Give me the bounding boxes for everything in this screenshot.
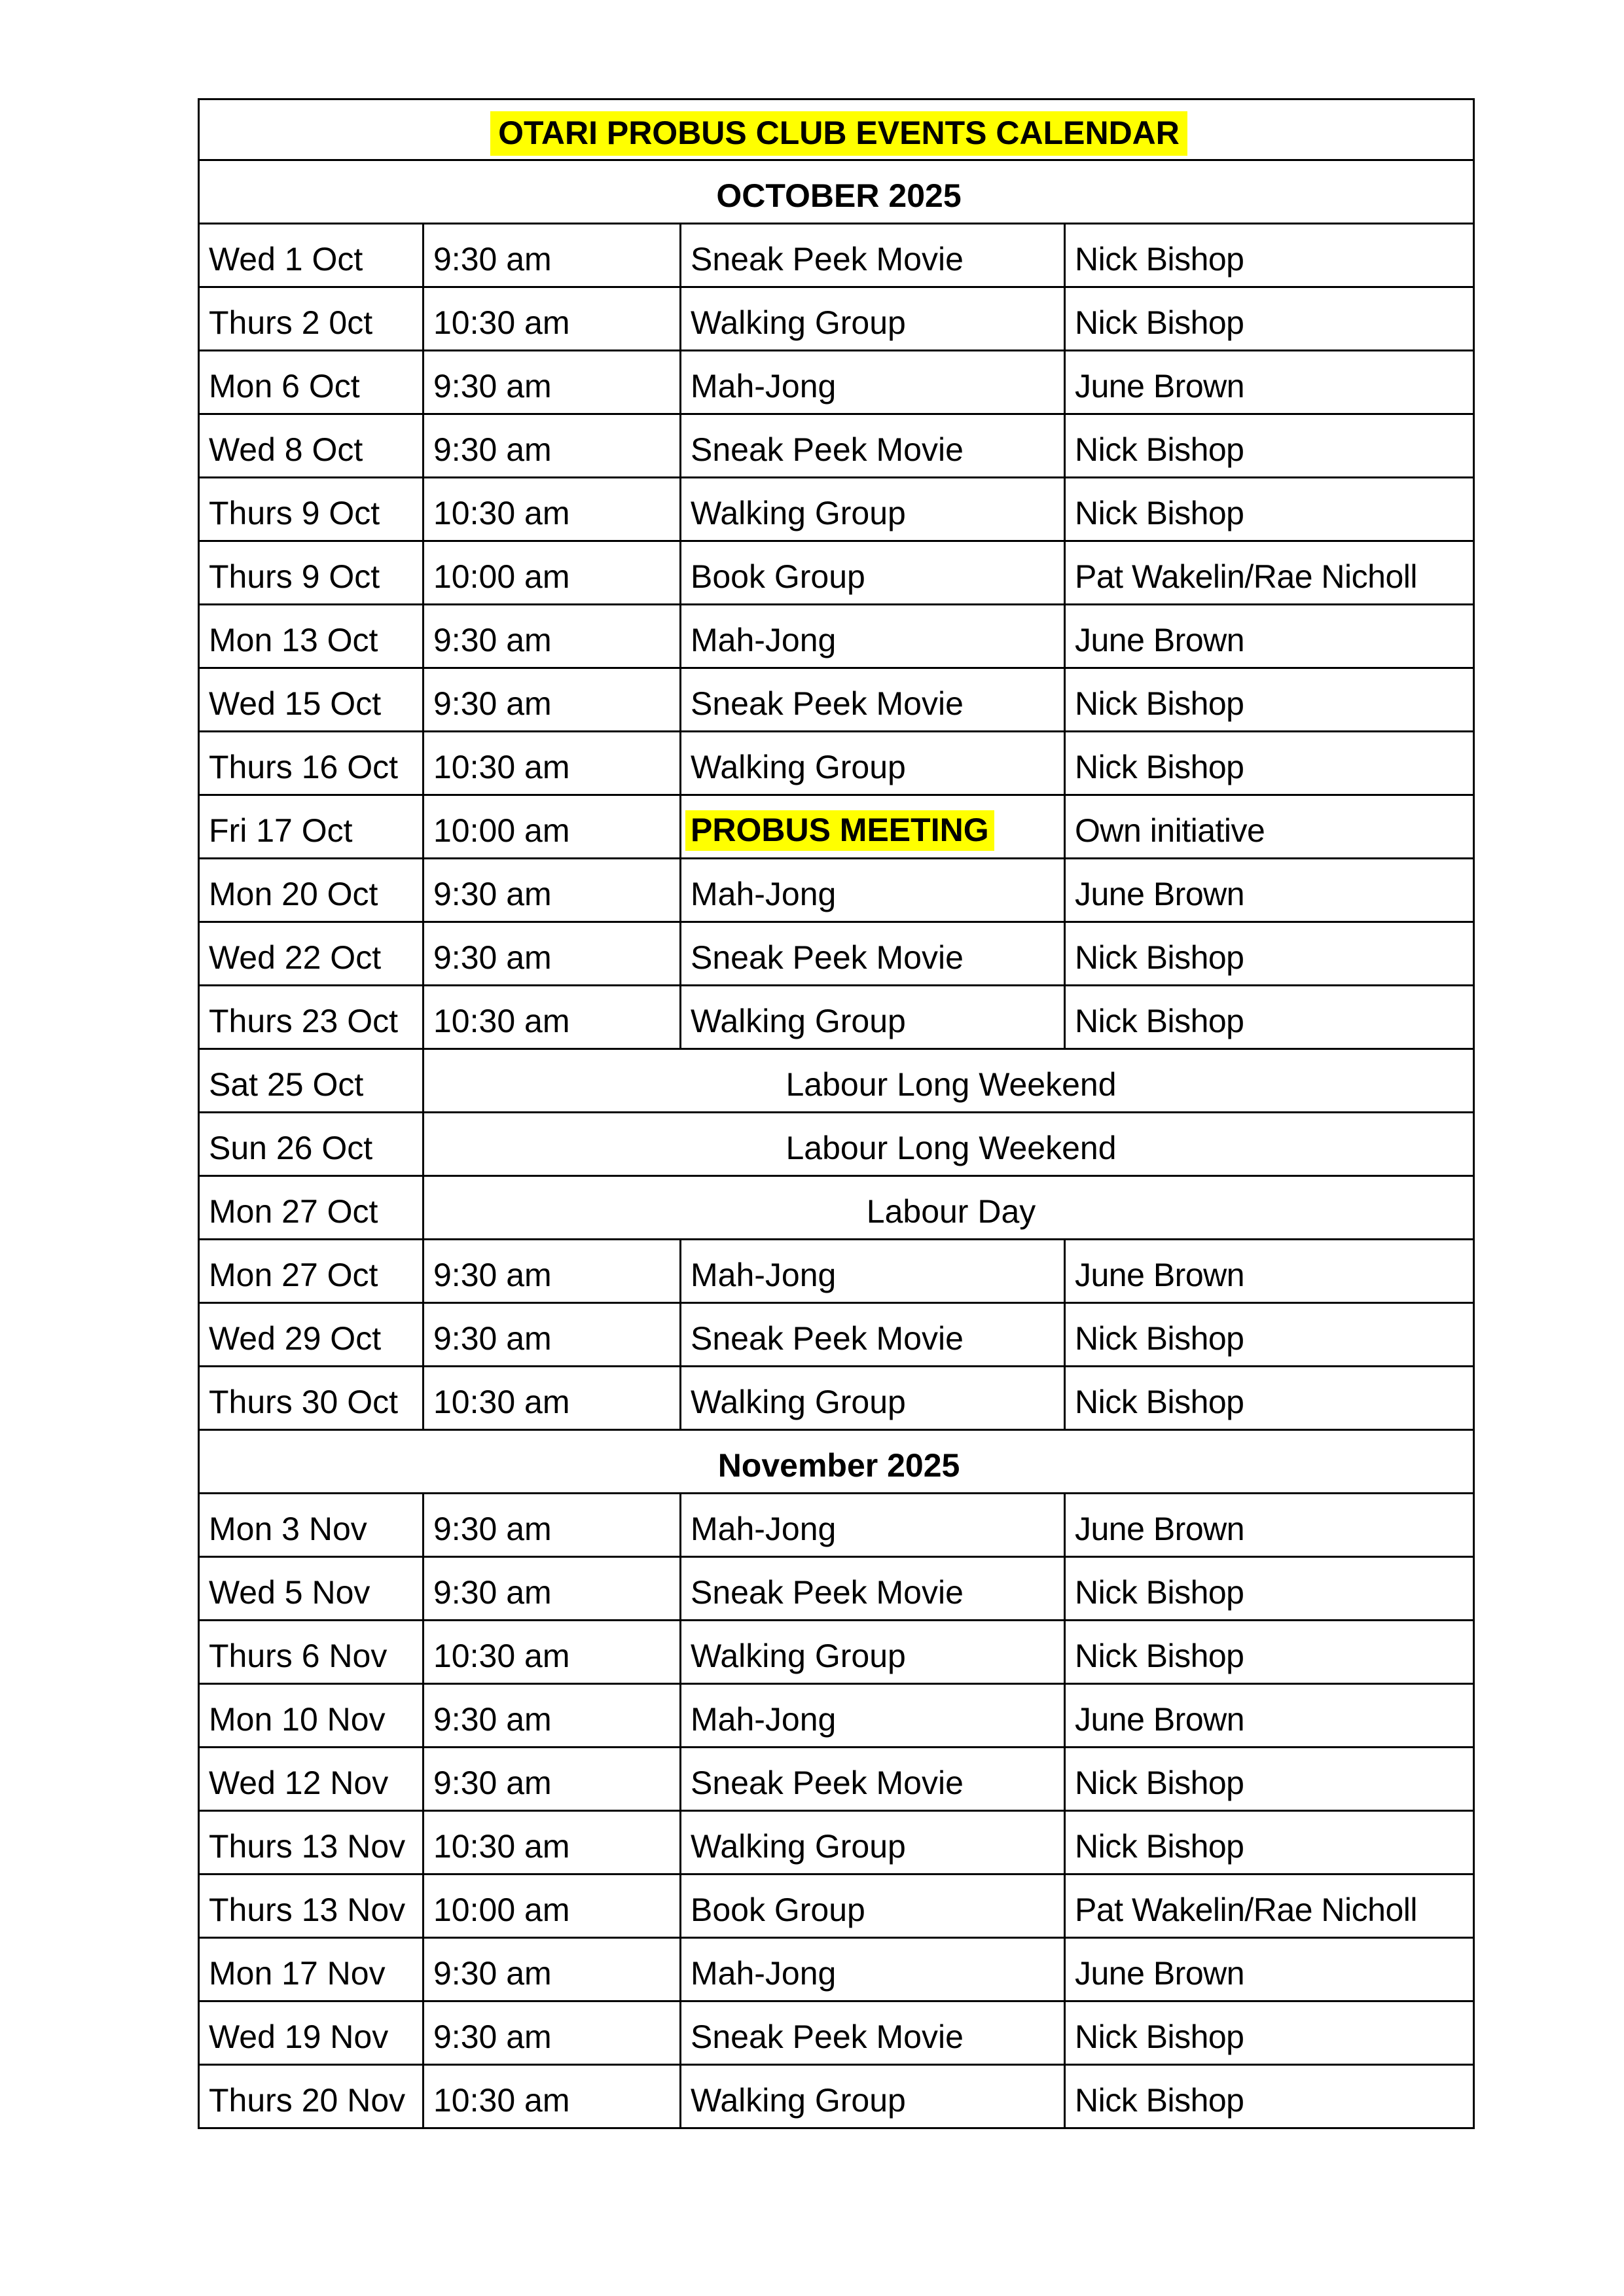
event-person-cell: Nick Bishop (1065, 732, 1474, 795)
event-person-cell: June Brown (1065, 351, 1474, 414)
event-date-cell: Wed 12 Nov (199, 1748, 424, 1811)
event-date-cell: Fri 17 Oct (199, 795, 424, 859)
events-calendar-table (198, 98, 1475, 2129)
event-name-cell: Sneak Peek Movie (681, 2001, 1065, 2065)
event-time-cell: 10:30 am (424, 478, 681, 541)
event-person-cell: Pat Wakelin/Rae Nicholl (1065, 1874, 1474, 1938)
event-time-cell: 10:30 am (424, 1621, 681, 1684)
event-date-cell: Wed 29 Oct (199, 1303, 424, 1367)
event-name-cell: Sneak Peek Movie (681, 1557, 1065, 1621)
event-date-cell: Thurs 13 Nov (199, 1874, 424, 1938)
table-row (199, 1874, 1474, 1938)
event-date-cell: Wed 5 Nov (199, 1557, 424, 1621)
event-person-cell: Nick Bishop (1065, 224, 1474, 287)
event-name-cell: Mah-Jong (681, 1240, 1065, 1303)
event-time-cell: 9:30 am (424, 668, 681, 732)
event-name-cell: Walking Group (681, 732, 1065, 795)
table-row (199, 351, 1474, 414)
month-header-october: OCTOBER 2025 (199, 160, 1474, 224)
event-time-cell: 10:00 am (424, 541, 681, 605)
event-date-cell: Wed 1 Oct (199, 224, 424, 287)
table-row (199, 2065, 1474, 2128)
table-row (199, 1748, 1474, 1811)
event-time-cell: 10:30 am (424, 1811, 681, 1874)
event-name-cell: Sneak Peek Movie (681, 224, 1065, 287)
month-header-november: November 2025 (199, 1430, 1474, 1494)
calendar-title-cell (199, 99, 1474, 160)
event-date-cell: Wed 15 Oct (199, 668, 424, 732)
event-name-cell: Walking Group (681, 986, 1065, 1049)
event-person-cell: June Brown (1065, 859, 1474, 922)
table-row (199, 541, 1474, 605)
event-person-cell: Nick Bishop (1065, 1367, 1474, 1430)
event-person-cell: Nick Bishop (1065, 1811, 1474, 1874)
event-date-cell: Thurs 9 Oct (199, 478, 424, 541)
event-time-cell: 9:30 am (424, 1557, 681, 1621)
event-date-cell: Thurs 20 Nov (199, 2065, 424, 2128)
event-name-cell: Walking Group (681, 2065, 1065, 2128)
event-note-cell: Labour Long Weekend (424, 1113, 1474, 1176)
event-time-cell: 10:30 am (424, 732, 681, 795)
event-name-cell: Sneak Peek Movie (681, 414, 1065, 478)
event-person-cell: Nick Bishop (1065, 478, 1474, 541)
event-date-cell: Mon 10 Nov (199, 1684, 424, 1748)
table-row (199, 478, 1474, 541)
table-row-long-weekend (199, 1049, 1474, 1113)
event-date-cell: Thurs 16 Oct (199, 732, 424, 795)
title-row (199, 99, 1474, 160)
event-name-cell: Mah-Jong (681, 351, 1065, 414)
event-time-cell: 9:30 am (424, 1303, 681, 1367)
event-person-cell: Pat Wakelin/Rae Nicholl (1065, 541, 1474, 605)
event-name-cell: Book Group (681, 541, 1065, 605)
table-row-labour-day (199, 1176, 1474, 1240)
event-person-cell: Nick Bishop (1065, 986, 1474, 1049)
event-name-cell: Walking Group (681, 1367, 1065, 1430)
event-note-cell: Labour Day (424, 1176, 1474, 1240)
event-time-cell: 9:30 am (424, 1684, 681, 1748)
event-person-cell: Nick Bishop (1065, 1557, 1474, 1621)
event-name-cell: Walking Group (681, 287, 1065, 351)
event-date-cell: Mon 6 Oct (199, 351, 424, 414)
table-row (199, 1367, 1474, 1430)
month-header-row-october (199, 160, 1474, 224)
event-date-cell: Thurs 9 Oct (199, 541, 424, 605)
event-date-cell: Mon 27 Oct (199, 1240, 424, 1303)
event-name-cell: Walking Group (681, 1811, 1065, 1874)
event-date-cell: Mon 27 Oct (199, 1176, 424, 1240)
table-row-long-weekend (199, 1113, 1474, 1176)
event-name-cell: Walking Group (681, 1621, 1065, 1684)
event-date-cell: Sat 25 Oct (199, 1049, 424, 1113)
table-row (199, 1494, 1474, 1557)
event-date-cell: Wed 8 Oct (199, 414, 424, 478)
table-row (199, 922, 1474, 986)
event-time-cell: 10:30 am (424, 287, 681, 351)
event-person-cell: Nick Bishop (1065, 668, 1474, 732)
event-name-cell: Sneak Peek Movie (681, 1748, 1065, 1811)
event-person-cell: June Brown (1065, 1684, 1474, 1748)
event-person-cell: Own initiative (1065, 795, 1474, 859)
event-name-cell: Mah-Jong (681, 1938, 1065, 2001)
event-person-cell: Nick Bishop (1065, 2001, 1474, 2065)
event-person-cell: Nick Bishop (1065, 922, 1474, 986)
table-row (199, 1811, 1474, 1874)
event-time-cell: 9:30 am (424, 859, 681, 922)
event-name-cell: Sneak Peek Movie (681, 668, 1065, 732)
calendar-title: OTARI PROBUS CLUB EVENTS CALENDAR (490, 111, 1187, 156)
event-name-cell: Mah-Jong (681, 859, 1065, 922)
probus-meeting-highlight: PROBUS MEETING (685, 810, 994, 851)
event-date-cell: Wed 19 Nov (199, 2001, 424, 2065)
event-time-cell: 9:30 am (424, 1240, 681, 1303)
event-person-cell: Nick Bishop (1065, 2065, 1474, 2128)
event-time-cell: 9:30 am (424, 922, 681, 986)
month-header-row-november (199, 1430, 1474, 1494)
event-time-cell: 10:30 am (424, 986, 681, 1049)
event-date-cell: Wed 22 Oct (199, 922, 424, 986)
event-person-cell: Nick Bishop (1065, 414, 1474, 478)
event-time-cell: 10:00 am (424, 1874, 681, 1938)
event-date-cell: Mon 20 Oct (199, 859, 424, 922)
event-time-cell: 9:30 am (424, 414, 681, 478)
event-name-cell: Mah-Jong (681, 1494, 1065, 1557)
event-date-cell: Mon 3 Nov (199, 1494, 424, 1557)
event-person-cell: June Brown (1065, 605, 1474, 668)
event-date-cell: Thurs 2 0ct (199, 287, 424, 351)
event-person-cell: Nick Bishop (1065, 287, 1474, 351)
table-row (199, 859, 1474, 922)
event-date-cell: Thurs 6 Nov (199, 1621, 424, 1684)
event-date-cell: Thurs 30 Oct (199, 1367, 424, 1430)
event-person-cell: June Brown (1065, 1240, 1474, 1303)
event-time-cell: 10:00 am (424, 795, 681, 859)
table-row (199, 668, 1474, 732)
event-person-cell: Nick Bishop (1065, 1621, 1474, 1684)
event-name-cell: Walking Group (681, 478, 1065, 541)
table-row (199, 287, 1474, 351)
event-date-cell: Sun 26 Oct (199, 1113, 424, 1176)
event-person-cell: June Brown (1065, 1938, 1474, 2001)
table-row (199, 2001, 1474, 2065)
event-name-cell: Book Group (681, 1874, 1065, 1938)
event-time-cell: 9:30 am (424, 224, 681, 287)
table-row (199, 414, 1474, 478)
table-row (199, 1938, 1474, 2001)
event-name-cell (681, 795, 1065, 859)
event-date-cell: Thurs 23 Oct (199, 986, 424, 1049)
table-row (199, 224, 1474, 287)
event-name-cell: Sneak Peek Movie (681, 922, 1065, 986)
table-row (199, 1684, 1474, 1748)
event-name-cell: Mah-Jong (681, 605, 1065, 668)
event-time-cell: 10:30 am (424, 2065, 681, 2128)
event-time-cell: 10:30 am (424, 1367, 681, 1430)
event-date-cell: Thurs 13 Nov (199, 1811, 424, 1874)
table-row (199, 605, 1474, 668)
event-date-cell: Mon 13 Oct (199, 605, 424, 668)
event-time-cell: 9:30 am (424, 351, 681, 414)
table-row (199, 986, 1474, 1049)
event-name-cell: Mah-Jong (681, 1684, 1065, 1748)
event-time-cell: 9:30 am (424, 1494, 681, 1557)
event-person-cell: June Brown (1065, 1494, 1474, 1557)
table-row (199, 1303, 1474, 1367)
event-person-cell: Nick Bishop (1065, 1748, 1474, 1811)
event-time-cell: 9:30 am (424, 2001, 681, 2065)
event-time-cell: 9:30 am (424, 1938, 681, 2001)
event-name-cell: Sneak Peek Movie (681, 1303, 1065, 1367)
table-row (199, 1557, 1474, 1621)
event-time-cell: 9:30 am (424, 1748, 681, 1811)
event-date-cell: Mon 17 Nov (199, 1938, 424, 2001)
event-time-cell: 9:30 am (424, 605, 681, 668)
table-row (199, 1621, 1474, 1684)
event-person-cell: Nick Bishop (1065, 1303, 1474, 1367)
table-row (199, 1240, 1474, 1303)
event-note-cell: Labour Long Weekend (424, 1049, 1474, 1113)
table-row-probus-meeting (199, 795, 1474, 859)
table-row (199, 732, 1474, 795)
